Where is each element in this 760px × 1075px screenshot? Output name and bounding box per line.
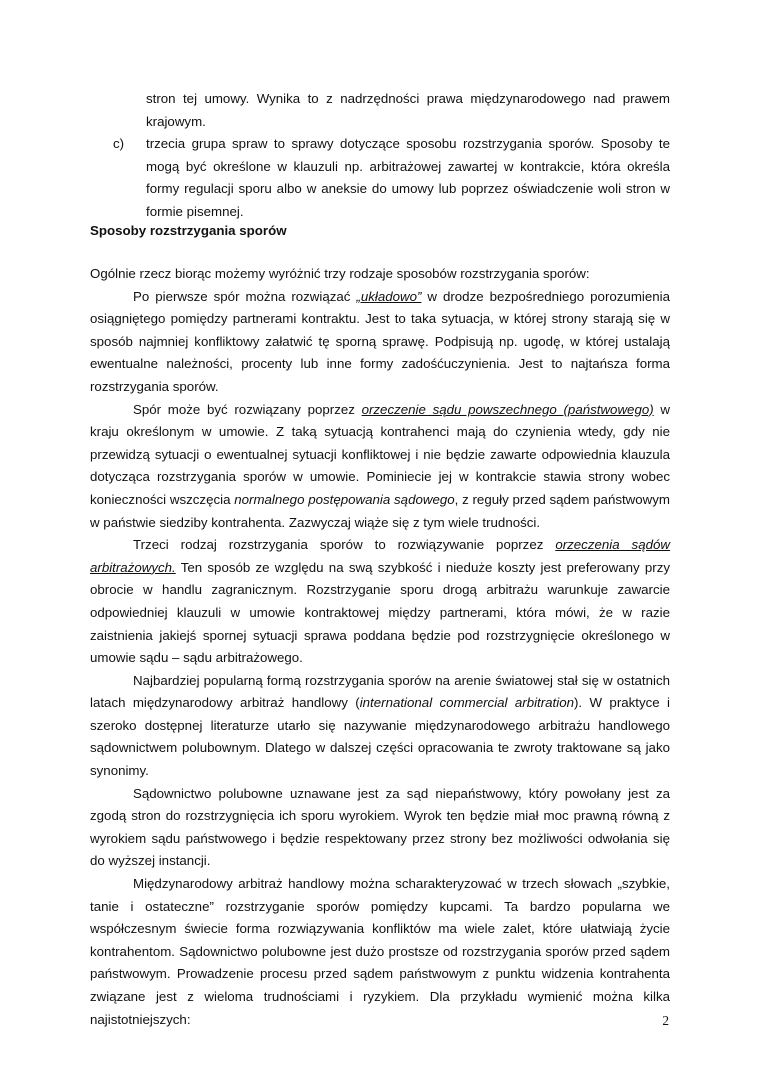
p1-text-before: Po pierwsze spór można rozwiązać [133, 288, 357, 304]
intro-paragraph: Ogólnie rzecz biorąc możemy wyróżnić trzy rodzaje sposobów rozstrzygania sporów: [90, 266, 590, 281]
list-item-text: trzecia grupa spraw to sprawy dotyczące sposobu rozstrzygania sporów. Sposoby te mogą być określone w klauzuli np. arbitrażowej zawartej w kontrakcie, która określa formy regulacji sporu albo w aneksie do umowy lub poprzez oświadczenie woli stron w formie pisemnej. [146, 136, 670, 219]
paragraph-6: Międzynarodowy arbitraż handlowy można scharakteryzować w trzech słowach „szybkie, tanie i ostateczne” rozstrzyganie sporów pomiędzy kupcami. Ta bardzo popularna we współczesnym świecie forma rozwiązywania konfliktów ma wiele zalet, które ułatwiają życie kontrahentom. Sądownictwo polubowne jest dużo prostsze od rozstrzygania sporów przed sądem państwowym. Prowadzenie procesu przed sądem państwowym z punktu widzenia kontrahenta związane jest z wieloma trudnościami i ryzykiem. Dla przykładu wymienić można kilka najistotniejszych: [90, 876, 670, 1027]
p1-emphasis: „układowo” [356, 288, 422, 304]
list-item-c [90, 133, 670, 223]
p4-italic: international commercial arbitration [359, 695, 574, 711]
paragraph-3 [90, 534, 670, 670]
list-marker: c) [113, 136, 125, 151]
p4-text-before: Najbardziej popularną formą rozstrzygania sporów na arenie światowej stał się w ostatnich latach międzynarodowy arbitraż handlowy ( [90, 672, 670, 711]
paragraph-2 [90, 399, 670, 535]
p2-text-mid: w kraju określonym w umowie. Z taką sytuacją kontrahenci mają do czynienia wtedy, gdy nie przewidzą sytuacji o ewentualnej sytuacji konfliktowej i nie będzie zawarte odpowiednia klauzula dotycząca rozstrzygania sporów w umowie. Pominiecie jej w kontrakcie stawia strony wobec konieczności wszczęcia [90, 401, 670, 507]
p2-text-before: Spór może być rozwiązany poprzez [133, 401, 362, 417]
section-heading: Sposoby rozstrzygania sporów [90, 223, 287, 238]
paragraph-1 [90, 286, 670, 399]
continuation-text: stron tej umowy. Wynika to z nadrzędności prawa międzynarodowego nad prawem krajowym. [146, 91, 670, 129]
p2-italic: normalnego postępowania sądowego [234, 491, 455, 507]
p3-emphasis: orzeczenia sądów arbitrażowych. [90, 537, 670, 575]
paragraph-4 [90, 670, 670, 783]
p4-text-after: ). W praktyce i szeroko dostępnej literaturze utarło się nazywanie międzynarodowego arbitrażu handlowego sądownictwem polubownym. Dlatego w dalszej części opracowania te zwroty traktowane są jako synonimy. [90, 695, 670, 779]
paragraph-5: Sądownictwo polubowne uznawane jest za sąd niepaństwowy, który powołany jest za zgodą stron do rozstrzygnięcia ich sporu wyrokiem. Wyrok ten będzie miał moc prawną równą z wyrokiem sądu państwowego i będzie respektowany przez strony bez możliwości odwołania się do wyższej instancji. [90, 785, 670, 869]
p2-text-after: , z reguły przed sądem państwowym w państwie siedziby kontrahenta. Zazwyczaj wiąże się z tym wiele trudności. [90, 491, 671, 530]
p3-text-after: Ten sposób ze względu na swą szybkość i nieduże koszty jest preferowany przy obrocie w handlu zagranicznym. Rozstrzyganie sporu drogą arbitrażu warunkuje zawarcie odpowiedniej klauzuli w umowie kontraktowej między partnerami, która mówi, że w razie zaistnienia jakiejś spornej sytuacji sprawa poddana będzie pod rozstrzygnięcie określonego w umowie sądu – sądu arbitrażowego. [90, 559, 670, 666]
page-number: 2 [662, 1013, 669, 1028]
list-continuation [146, 88, 670, 133]
p2-emphasis: orzeczenie sądu powszechnego (państwowego) [361, 401, 654, 417]
body-text [90, 263, 670, 1031]
p3-text-before: Trzeci rodzaj rozstrzygania sporów to rozwiązywanie poprzez [133, 537, 556, 553]
p1-text-after: w drodze bezpośredniego porozumienia osiągniętego pomiędzy partnerami kontraktu. Jest to taka sytuacja, w której strony starają się w sposób najmniej konfliktowy załatwić tę sporną sprawę. Podpisują np. ugodę, w której ustalają ewentualne należności, procenty lub inne formy zadośćuczynienia. Jest to najtańsza forma rozstrzygania sporów. [90, 288, 670, 394]
